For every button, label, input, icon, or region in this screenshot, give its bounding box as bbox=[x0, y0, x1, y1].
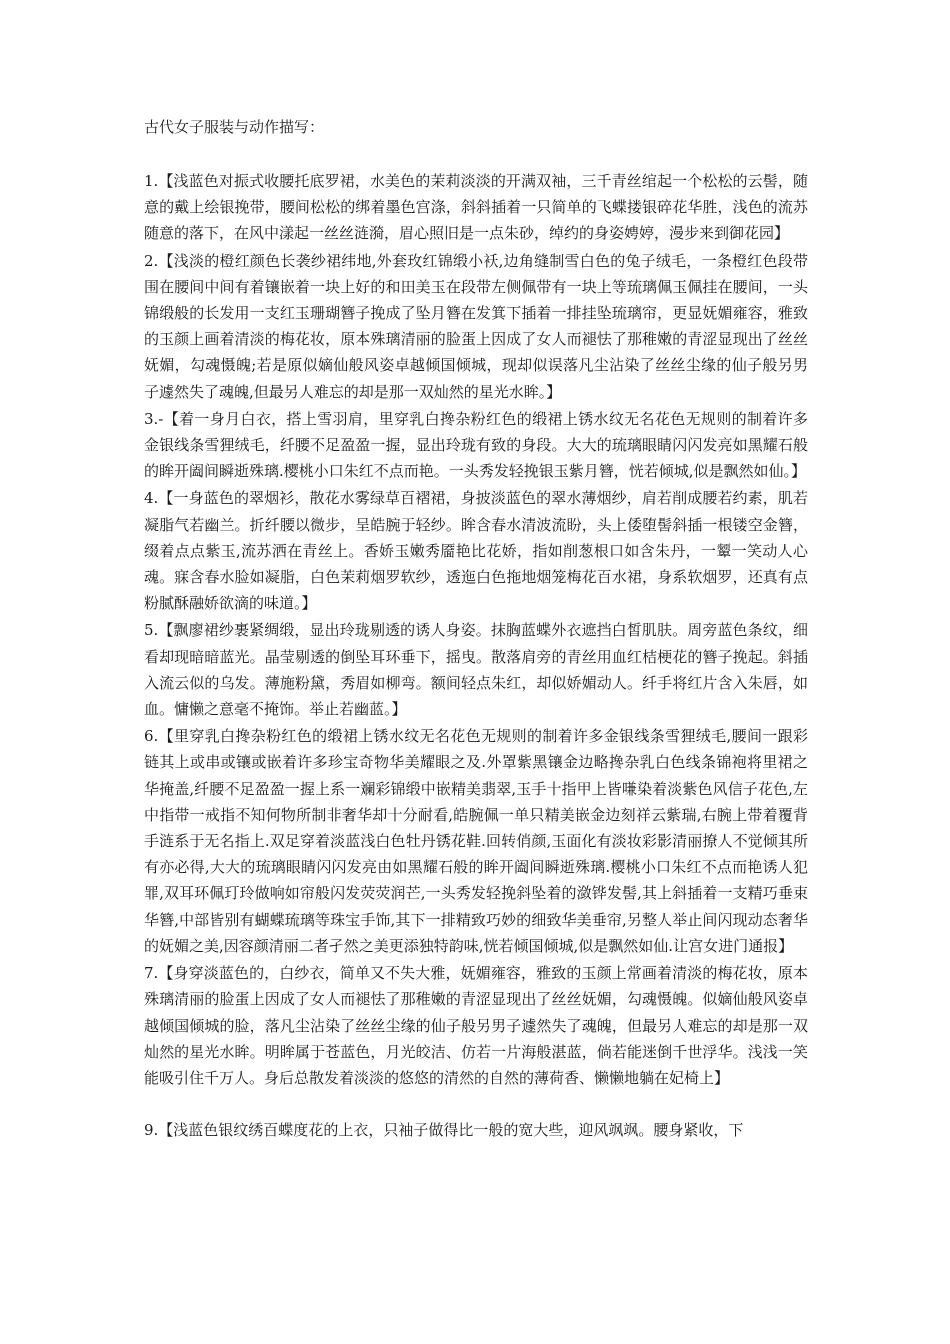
paragraph-1: 1.【浅蓝色对振式收腰托底罗裙，水美色的茉莉淡淡的开满双袖，三千青丝绾起一个松松的云髻，随意的戴上绘银挽带，腰间松松的绑着墨色宫涤，斜斜插着一只简单的飞蝶搂银碎花华胜，浅色的流苏随意的落下，在风中漾起一丝丝涟漪，眉心照旧是一点朱砂，绰约的身姿娉婷，漫步来到御花园】 bbox=[144, 172, 808, 243]
paragraph-9: 9.【浅蓝色银纹绣百蝶度花的上衣，只袖子做得比一般的宽大些，迎风飒飒。腰身紧收，下 bbox=[144, 1121, 744, 1140]
paragraph-3: 3.-【着一身月白衣，搭上雪羽肩，里穿乳白搀杂粉红色的缎裙上锈水纹无名花色无规则的制着许多金银线条雪狸绒毛，纤腰不足盈盈一握，显出玲珑有致的身段。大大的琉璃眼睛闪闪发亮如黑耀石般的眸开阖间瞬逝殊璃.樱桃小口朱红不点而艳。一头秀发轻挽银玉紫月簪，恍若倾城,似是飘然如仙。】 bbox=[144, 409, 808, 481]
document-title: 古代女子服装与动作描写： bbox=[144, 118, 325, 136]
paragraph-7: 7.【身穿淡蓝色的，白纱衣，简单又不失大雅，妩媚雍容，雅致的玉颜上常画着清淡的梅花妆，原本殊璃清丽的脸蛋上因成了女人而褪怯了那稚嫩的青涩显现出了丝丝妩媚，勾魂慑魄。似嫡仙般风姿卓越倾国倾城的脸，落凡尘沾染了丝丝尘缘的仙子般另男子遽然失了魂魄，但最另人难忘的却是那一双灿然的星光水眸。明眸属于苍蓝色，月光皎洁、仿若一片海般湛蓝，倘若能迷倒千世浮华。浅浅一笑能吸引住千万人。身后总散发着淡淡的悠悠的清然的自然的薄荷香、懒懒地躺在妃椅上】 bbox=[144, 964, 808, 1087]
paragraph-6: 6.【里穿乳白搀杂粉红色的缎裙上锈水纹无名花色无规则的制着许多金银线条雪狸绒毛,腰间一跟彩链其上或串或镶或嵌着许多珍宝奇物华美耀眼之及.外罩紫黑镶金边略搀杂乳白色线条锦袍将里裙之华掩盖,纤腰不足盈盈一握上系一斓彩锦缎中嵌精美翡翠,玉手十指甲上皆嗛染着淡紫色风信子花色,左中指带一戒指不知何物所制非奢华却十分耐看,皓腕佩一单只精美嵌金边刻祥云紫瑞,右腕上带着覆背手涟系于无名指上.双足穿着淡蓝浅白色牡丹锈花鞋.回转俏颜,玉面化有淡妆彩影清丽撩人不觉倾其所有亦必得,大大的琉璃眼睛闪闪发亮由如黑耀石般的眸开阖间瞬逝殊璃.樱桃小口朱红不点而艳诱人犯罪,双耳环佩玎玲做响如帘般闪发荧荧润芒,一头秀发轻挽斜坠着的潋铧发髻,其上斜插着一支精巧垂束华簪,中部皆别有蝴蝶琉璃等珠宝手饰,其下一排精致巧妙的细致华美垂帘,另整人举止间闪现动态奢华的妩媚之美,因容颜清丽二者孑然之美更添独特韵味,恍若倾国倾城,似是飘然如仙.让宫女进门通报】 bbox=[144, 727, 808, 955]
paragraph-2: 2.【浅淡的橙红颜色长袭纱裙纬地,外套玫红锦缎小袄,边角缝制雪白色的兔子绒毛，一条橙红色段带围在腰间中间有着镶嵌着一块上好的和田美玉在段带左侧佩带有一块上等琉璃佩玉佩挂在腰间，一头锦缎般的长发用一支红玉珊瑚簪子挽成了坠月簪在发箕下插着一排挂坠琉璃帘，更显妩媚雍容，雅致的玉颜上画着清淡的梅花妆，原本殊璃清丽的脸蛋上因成了女人而褪怯了那稚嫩的青涩显现出了丝丝妩媚，勾魂慑魄;若是原似嫡仙般风姿卓越倾国倾城，现却似误落凡尘沾染了丝丝尘缘的仙子般另男子遽然失了魂魄,但最另人难忘的却是那一双灿然的星光水眸。】 bbox=[144, 251, 808, 401]
paragraph-5: 5.【飘廖裙纱裹紧绸缎，显出玲珑剔透的诱人身姿。抹胸蓝蝶外衣遮挡白皙肌肤。周旁蓝色条纹，细看却现暗暗蓝光。晶莹剔透的倒坠耳环垂下，摇曳。散落肩旁的青丝用血红桔梗花的簪子挽起。斜插入流云似的乌发。薄施粉黛，秀眉如柳弯。额间轻点朱红，却似娇媚动人。纤手将红片含入朱唇，如血。慵懒之意毫不掩饰。举止若幽蓝。】 bbox=[144, 621, 808, 719]
paragraph-4: 4.【一身蓝色的翠烟衫，散花水雾绿草百褶裙，身披淡蓝色的翠水薄烟纱，肩若削成腰若约素，肌若凝脂气若幽兰。折纤腰以微步，呈皓腕于轻纱。眸含春水清波流盼，头上倭堕髻斜插一根镂空金簪，缀着点点紫玉,流苏洒在青丝上。香娇玉嫩秀靥艳比花娇，指如削葱根口如含朱丹，一颦一笑动人心魂。寐含春水脸如凝脂，白色茉莉烟罗软纱，透迤白色拖地烟笼梅花百水裙，身系软烟罗，还真有点粉腻酥融娇欲滴的味道。】 bbox=[144, 489, 808, 613]
document-page bbox=[144, 108, 808, 1144]
